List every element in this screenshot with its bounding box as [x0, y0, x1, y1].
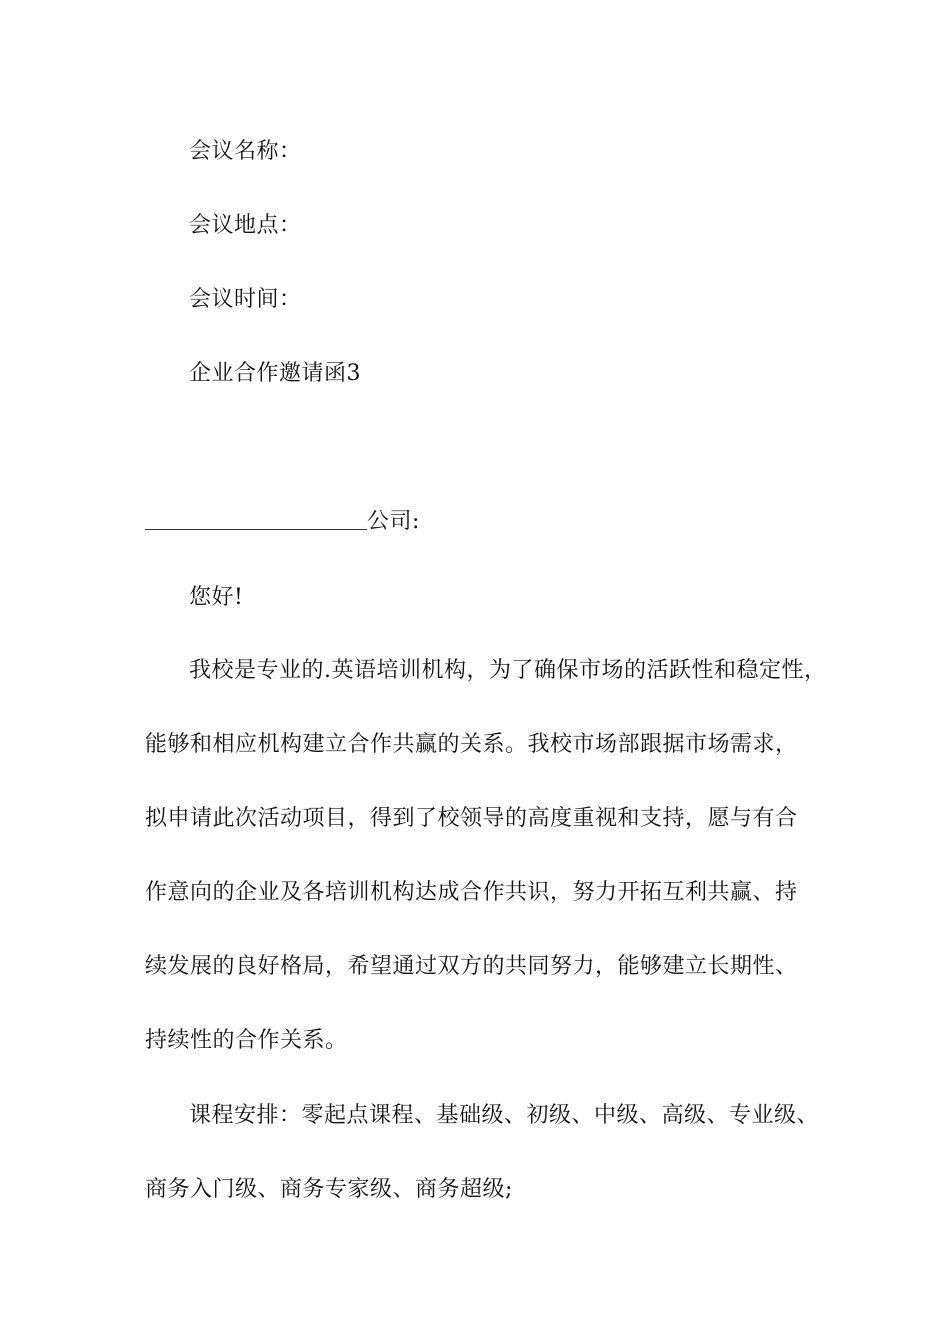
addressee-suffix: 公司:: [367, 509, 420, 534]
body-line-3: 拟申请此次活动项目，得到了校领导的高度重视和支持，愿与有合: [145, 806, 798, 831]
course-line-1: 课程安排：零起点课程、基础级、初级、中级、高级、专业级、: [189, 1103, 820, 1128]
course-line-2: 商务入门级、商务专家级、商务超级;: [145, 1177, 513, 1202]
meeting-location-label: 会议地点：: [189, 213, 302, 238]
greeting: 您好!: [189, 585, 244, 610]
body-line-5: 续发展的良好格局，希望通过双方的共同努力，能够建立长期性、: [145, 954, 798, 979]
meeting-name-label: 会议名称：: [189, 139, 302, 164]
body-line-1: 我校是专业的.英语培训机构，为了确保市场的活跃性和稳定性，: [189, 658, 827, 683]
meeting-time-label: 会议时间：: [189, 287, 302, 312]
addressee-blank: [145, 507, 367, 530]
body-line-4: 作意向的企业及各培训机构达成合作共识，努力开拓互利共赢、持: [145, 880, 798, 905]
addressee-line: [145, 507, 420, 537]
section-title: 企业合作邀请函3: [189, 361, 361, 386]
body-line-6: 持续性的合作关系。: [145, 1028, 348, 1053]
body-line-2: 能够和相应机构建立合作共赢的关系。我校市场部跟据市场需求，: [145, 732, 798, 757]
